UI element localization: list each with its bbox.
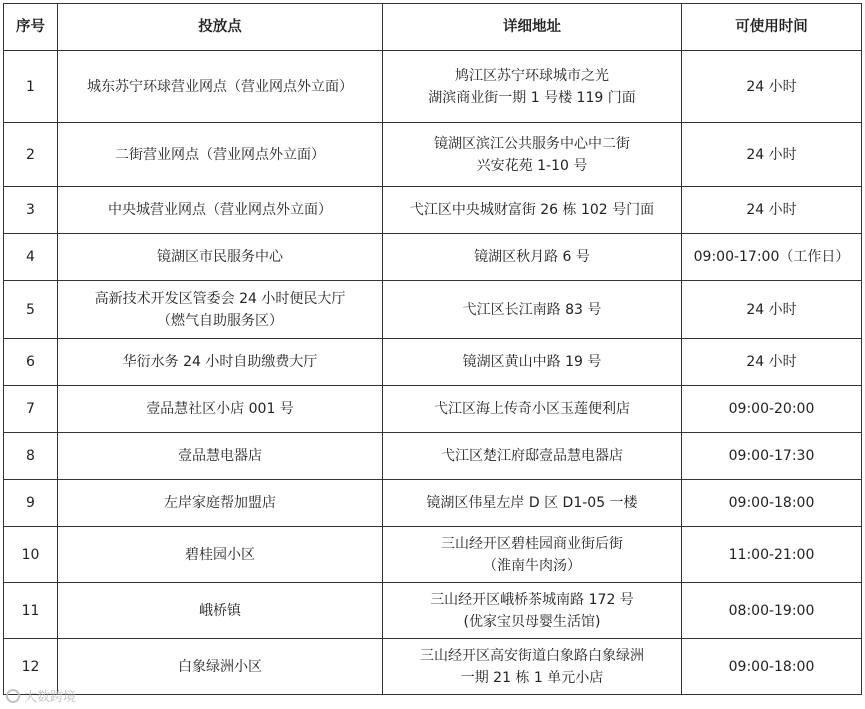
- table-row: [4, 639, 862, 695]
- cell-address: 弋江区楚江府邸壹品慧电器店: [383, 433, 682, 480]
- cell-hours: 09:00-20:00: [682, 386, 862, 433]
- table-row: [4, 386, 862, 433]
- cell-place: 壹品慧社区小店 001 号: [58, 386, 383, 433]
- cell-place: 城东苏宁环球营业网点（营业网点外立面）: [58, 51, 383, 123]
- table-row: [4, 123, 862, 187]
- cell-no: 10: [4, 527, 58, 583]
- cell-place: 碧桂园小区: [58, 527, 383, 583]
- cell-hours: 24 小时: [682, 281, 862, 339]
- table-row: [4, 433, 862, 480]
- cell-no: 7: [4, 386, 58, 433]
- table-row: [4, 51, 862, 123]
- watermark-logo-icon: [6, 689, 20, 703]
- cell-address: 镜湖区秋月路 6 号: [383, 234, 682, 281]
- table-row: [4, 583, 862, 639]
- cell-hours: 24 小时: [682, 123, 862, 187]
- cell-no: 2: [4, 123, 58, 187]
- drop-point-table: [3, 3, 862, 695]
- table-row: [4, 527, 862, 583]
- table-row: [4, 234, 862, 281]
- watermark-text: 大数跨境: [24, 690, 77, 705]
- cell-place: 华衍水务 24 小时自助缴费大厅: [58, 339, 383, 386]
- cell-no: 5: [4, 281, 58, 339]
- cell-address: 鸠江区苏宁环球城市之光 湖滨商业街一期 1 号楼 119 门面: [383, 51, 682, 123]
- cell-no: 8: [4, 433, 58, 480]
- header-hours: 可使用时间: [682, 4, 862, 51]
- cell-place: 左岸家庭帮加盟店: [58, 480, 383, 527]
- cell-hours: 09:00-17:30: [682, 433, 862, 480]
- cell-no: 9: [4, 480, 58, 527]
- cell-place: 中央城营业网点（营业网点外立面）: [58, 187, 383, 234]
- table-header-row: [4, 4, 862, 51]
- cell-no: 3: [4, 187, 58, 234]
- cell-place: 二街营业网点（营业网点外立面）: [58, 123, 383, 187]
- cell-address: 镜湖区伟星左岸 D 区 D1-05 一楼: [383, 480, 682, 527]
- cell-hours: 09:00-18:00: [682, 480, 862, 527]
- cell-address: 镜湖区黄山中路 19 号: [383, 339, 682, 386]
- cell-hours: 24 小时: [682, 339, 862, 386]
- cell-hours: 08:00-19:00: [682, 583, 862, 639]
- header-address: 详细地址: [383, 4, 682, 51]
- cell-place: 白象绿洲小区: [58, 639, 383, 695]
- cell-address: 弋江区海上传奇小区玉莲便利店: [383, 386, 682, 433]
- cell-hours: 09:00-17:00（工作日）: [682, 234, 862, 281]
- cell-hours: 09:00-18:00: [682, 639, 862, 695]
- watermark: [6, 686, 76, 705]
- cell-place: 镜湖区市民服务中心: [58, 234, 383, 281]
- cell-place: 高新技术开发区管委会 24 小时便民大厅 （燃气自助服务区）: [58, 281, 383, 339]
- table-row: [4, 187, 862, 234]
- cell-address: 三山经开区碧桂园商业街后街 （淮南牛肉汤）: [383, 527, 682, 583]
- cell-hours: 24 小时: [682, 51, 862, 123]
- cell-no: 12: [4, 639, 58, 695]
- cell-hours: 24 小时: [682, 187, 862, 234]
- header-place: 投放点: [58, 4, 383, 51]
- table-row: [4, 281, 862, 339]
- cell-no: 1: [4, 51, 58, 123]
- cell-no: 11: [4, 583, 58, 639]
- cell-address: 三山经开区峨桥茶城南路 172 号 (优家宝贝母婴生活馆): [383, 583, 682, 639]
- table-row: [4, 339, 862, 386]
- header-no: 序号: [4, 4, 58, 51]
- cell-no: 4: [4, 234, 58, 281]
- cell-address: 镜湖区滨江公共服务中心中二街 兴安花苑 1-10 号: [383, 123, 682, 187]
- table-row: [4, 480, 862, 527]
- cell-address: 弋江区长江南路 83 号: [383, 281, 682, 339]
- cell-place: 峨桥镇: [58, 583, 383, 639]
- cell-address: 三山经开区高安街道白象路白象绿洲 一期 21 栋 1 单元小店: [383, 639, 682, 695]
- cell-place: 壹品慧电器店: [58, 433, 383, 480]
- cell-address: 弋江区中央城财富街 26 栋 102 号门面: [383, 187, 682, 234]
- cell-hours: 11:00-21:00: [682, 527, 862, 583]
- cell-no: 6: [4, 339, 58, 386]
